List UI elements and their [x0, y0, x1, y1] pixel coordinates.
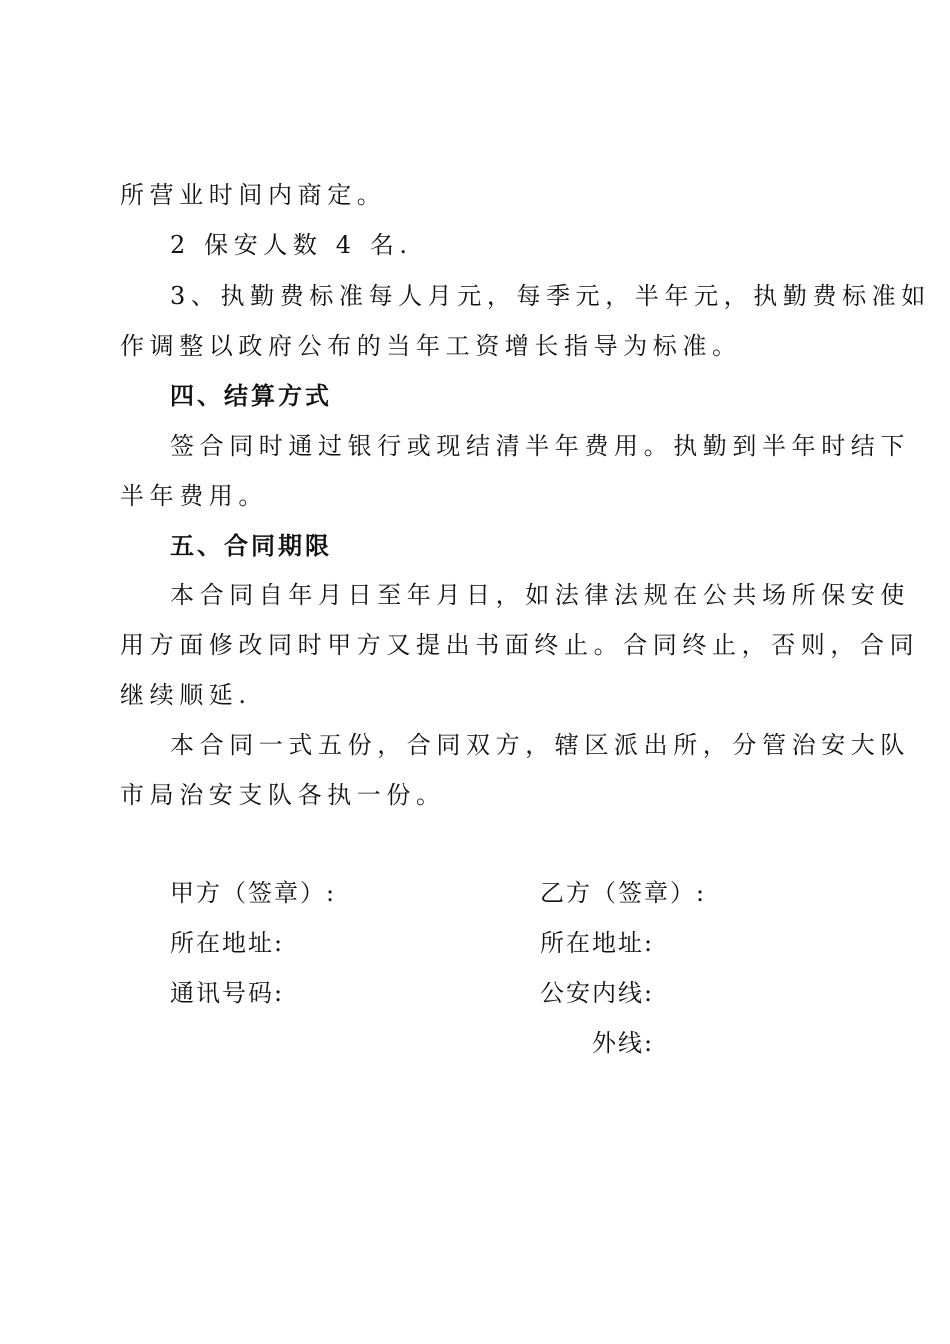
police-internal-line-label: 公安内线: — [540, 979, 655, 1007]
paragraph-line: 市局治安支队各执一份。 — [120, 781, 446, 809]
outside-line-label: 外线: — [592, 1029, 655, 1057]
paragraph-line: 本合同一式五份，合同双方，辖区派出所，分管治安大队 — [170, 731, 910, 759]
paragraph-line: 用方面修改同时甲方又提出书面终止。合同终止，否则，合同 — [120, 631, 920, 659]
party-a-signature-label: 甲方（签章）: — [170, 879, 337, 907]
paragraph-line: 半年费用。 — [120, 482, 268, 510]
party-a-phone-label: 通讯号码: — [170, 979, 285, 1007]
paragraph-line: 本合同自年月日至年月日，如法律法规在公共场所保安使 — [170, 581, 910, 609]
paragraph-line: 3、执勤费标准每人月元，每季元，半年元，执勤费标准如 — [170, 282, 931, 310]
section-heading-settlement: 四、结算方式 — [170, 382, 332, 410]
paragraph-line: 继续顺延. — [120, 681, 252, 709]
party-b-signature-label: 乙方（签章）: — [540, 879, 707, 907]
paragraph-line: 作调整以政府公布的当年工资增长指导为标准。 — [120, 332, 742, 360]
party-a-address-label: 所在地址: — [170, 929, 285, 957]
party-b-address-label: 所在地址: — [540, 929, 655, 957]
section-heading-term: 五、合同期限 — [170, 532, 332, 560]
paragraph-line: 签合同时通过银行或现结清半年费用。执勤到半年时结下 — [170, 432, 910, 460]
paragraph-line: 2 保安人数 4 名. — [170, 231, 413, 259]
paragraph-line: 所营业时间内商定。 — [120, 181, 387, 209]
